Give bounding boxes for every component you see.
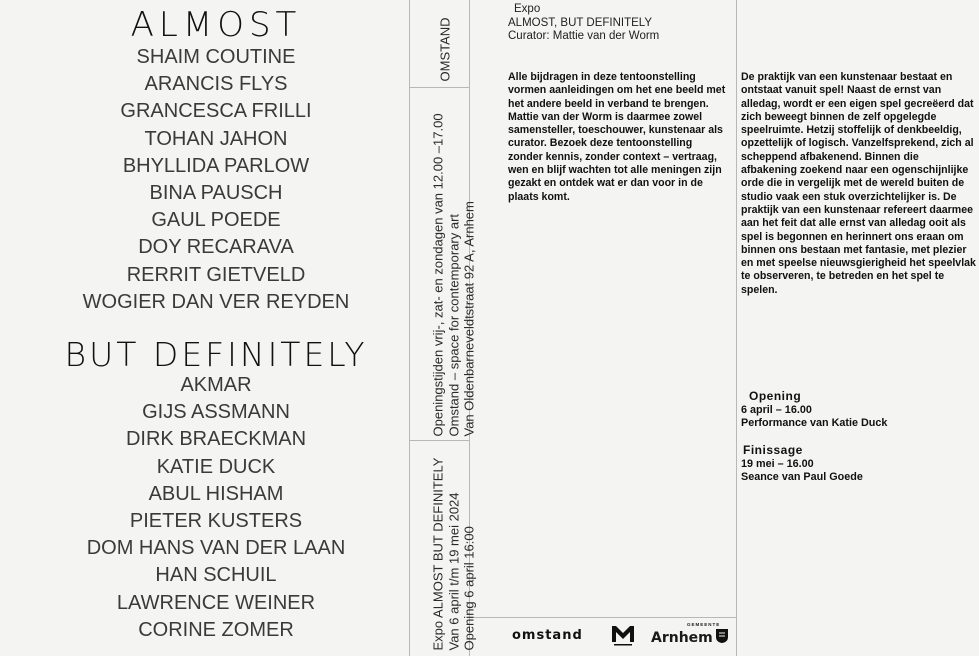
venue-line: Omstand – space for contemporary art xyxy=(446,213,461,436)
omstand-vertical-text: OMSTAND xyxy=(437,16,453,81)
artist-name: GRANCESCA FRILLI xyxy=(120,100,312,123)
opening-date: 6 april – 16.00 xyxy=(741,403,812,416)
artist-name: LAWRENCE WEINER xyxy=(116,591,316,614)
artist-name: DOM HANS VAN DER LAAN xyxy=(86,537,346,560)
artist-name: TOHAN JAHON xyxy=(144,127,288,150)
omstand-vertical-block xyxy=(409,0,469,87)
expo-dates-block xyxy=(409,440,477,656)
expo-header xyxy=(508,3,659,44)
opening-hours-block xyxy=(409,87,477,440)
gemeente-text: GEMEENTE xyxy=(687,622,721,627)
artist-name: KATIE DUCK xyxy=(156,455,276,478)
expo-period-line: Van 6 april t/m 19 mei 2024 xyxy=(446,491,461,650)
artist-name: BHYLLIDA PARLOW xyxy=(122,154,310,177)
but-definitely-heading: BUT DEFINITELY xyxy=(64,335,368,374)
almost-artist-list xyxy=(0,44,432,316)
almost-heading: ALMOST xyxy=(130,5,302,45)
artist-name: DIRK BRAECKMAN xyxy=(125,428,307,451)
artist-name: DOY RECARAVA xyxy=(138,236,294,259)
artist-name: PIETER KUSTERS xyxy=(129,509,303,532)
artists-column xyxy=(0,0,432,656)
opening-label: Opening xyxy=(749,389,802,403)
sponsor-logos xyxy=(508,620,738,648)
expo-dates-text xyxy=(431,457,478,650)
omstand-logo: omstand xyxy=(512,628,583,643)
opening-hours-text xyxy=(431,113,478,436)
artist-name: ABUL HISHAM xyxy=(148,482,284,505)
divider xyxy=(736,0,737,656)
curator-line: Curator: Mattie van der Worm xyxy=(508,30,660,42)
finissage-label: Finissage xyxy=(743,443,803,457)
artist-name: HAN SCHUIL xyxy=(155,564,277,587)
artist-name: SHAIM COUTINE xyxy=(136,46,296,68)
expo-title-line: Expo ALMOST BUT DEFINITELY xyxy=(430,457,446,650)
expo-label: Expo xyxy=(514,3,541,15)
finissage-desc: Seance van Paul Goede xyxy=(741,471,863,483)
practice-paragraph: De praktijk van een kunstenaar bestaat en ontstaat vanuit spel! Naast de ernst van alledag, wordt er een eigen spel gecreëerd dat zich beweegt binnen de zelf opgelegde speelruimte. Hetzij stoffelijk of denkbeeldig, opzettelijk of logisch. Vanzelfsprekend, zich al scheppend afbakenend. Binnen die afbakening zoekend naar een ogenschijnlijke orde die in vergelijk met de wereld buiten de studio vaak een stuk overzichtelijker is. De praktijk van een kunstenaar refereert daarmee aan het feit dat alle ernst van alledag ooit als spel is begonnen en herinnert ons eraan om binnen ons bestaan met fantasie, met plezier en met speelse nieuwsgierigheid het speelvlak te observeren, te betreden en het spel te spelen. xyxy=(741,71,976,296)
divider xyxy=(469,617,736,618)
mondriaan-fonds-logo xyxy=(610,622,636,648)
intro-paragraph: Alle bijdragen in deze tentoonstelling vormen aanleidingen om het ene beeld met het andere beeld in verband te brengen. Mattie van der Worm is daarmee zowel samensteller, toeschouwer, kunstenaar als curator. Bezoek deze tentoonstelling zonder kennis, zonder context – vertraag, wen en blijf wachten tot alle meningen zijn gezakt en ontdek wat er dan voor in de plaats komt. xyxy=(508,71,726,203)
arnhem-shield-icon xyxy=(715,628,729,644)
artist-name: GAUL POEDE xyxy=(151,209,281,232)
expo-title: ALMOST, BUT DEFINITELY xyxy=(508,16,652,29)
expo-opening-line: Opening 6 april 16:00 xyxy=(461,525,477,650)
artist-name: AKMAR xyxy=(180,374,252,396)
gemeente-arnhem-logo xyxy=(651,622,731,648)
omstand-vertical-label xyxy=(438,17,454,81)
opening-event xyxy=(741,390,887,431)
artist-name: RERRIT GIETVELD xyxy=(126,263,306,286)
artist-name: CORINE ZOMER xyxy=(138,618,294,641)
address-line: Van Oldenbarneveldtstraat 92 A, Arnhem xyxy=(461,200,477,436)
finissage-event xyxy=(741,444,863,485)
artist-name: ARANCIS FLYS xyxy=(144,73,288,96)
opening-hours-line: Openingstijden vrij-, zat- en zondagen van 12.00 –17.00 xyxy=(430,112,446,436)
opening-desc: Performance van Katie Duck xyxy=(741,417,888,429)
arnhem-text: Arnhem xyxy=(651,630,713,646)
finissage-date: 19 mei – 16.00 xyxy=(741,457,814,470)
artist-name: BINA PAUSCH xyxy=(149,181,283,204)
artist-name: GIJS ASSMANN xyxy=(142,401,290,424)
artist-name: WOGIER DAN VER REYDEN xyxy=(82,290,350,313)
definitely-artist-list xyxy=(0,372,432,644)
